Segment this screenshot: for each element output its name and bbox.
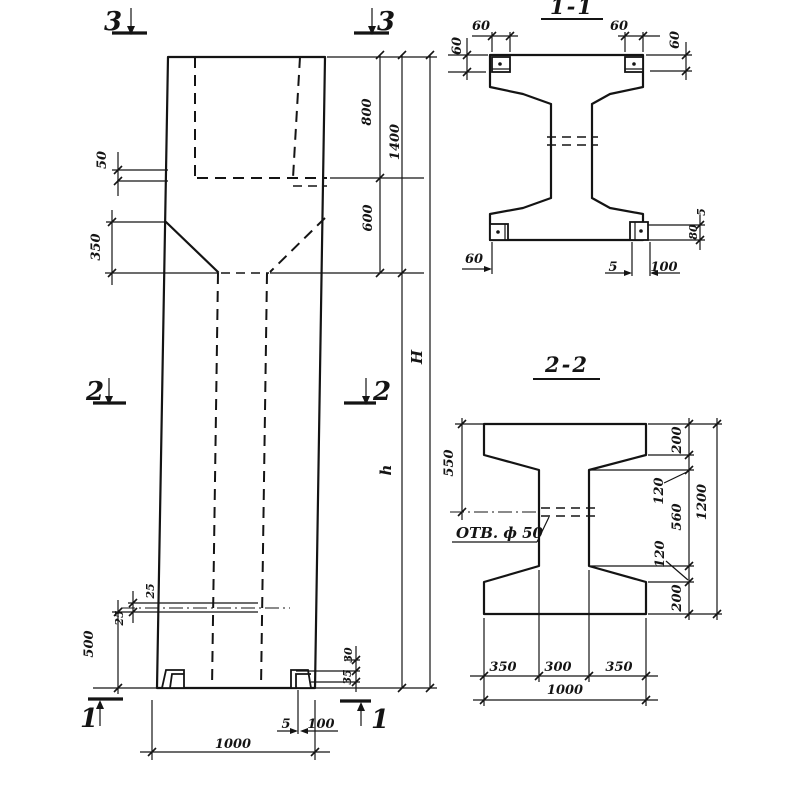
dim-120-bot: 120 (653, 540, 668, 568)
dim-taper-350: 350 (89, 233, 104, 261)
dim-tr-60h: 60 (668, 30, 683, 50)
dim-corner-30: 30 (342, 647, 355, 663)
elevation-view (80, 7, 437, 760)
channel-hidden-left (212, 273, 218, 688)
dim-strip-5: 5 (695, 208, 708, 216)
hole-label: ОТВ. ф 50 (456, 524, 543, 542)
dim-plate-100: 100 (307, 717, 335, 732)
elevation-dim-labels (82, 98, 426, 752)
hole-hidden-lines (541, 508, 600, 516)
dim-lower-h: h (377, 464, 395, 476)
s22-dim-labels (442, 426, 710, 698)
dim-strip-80: 80 (687, 224, 700, 240)
section-1-1-view (448, 0, 708, 276)
marker-1-left: 1 (80, 704, 99, 734)
ibeam-plates (490, 57, 648, 240)
recess-hidden-right (293, 57, 300, 178)
dim-1000-22: 1000 (546, 683, 584, 698)
dim-recess-800: 800 (360, 98, 375, 126)
ibeam-web-hidden (547, 137, 598, 145)
bottom-plate-left (162, 670, 184, 688)
dim-bp-5: 5 (608, 260, 618, 275)
dim-200-top: 200 (670, 426, 685, 454)
taper-left (166, 222, 218, 272)
dim-350-l: 350 (489, 660, 517, 675)
dim-tl-60w: 60 (471, 19, 491, 34)
section-markers (80, 7, 395, 735)
dim-tr-60w: 60 (609, 19, 629, 34)
dim-1200: 1200 (695, 483, 710, 521)
marker-3-right: 3 (377, 7, 396, 37)
dim-560: 560 (670, 503, 685, 531)
dim-total-H: H (408, 349, 426, 365)
dim-tl-60h: 60 (450, 36, 465, 56)
dim-corner-35: 35 (341, 669, 354, 685)
dim-plate-25a: 25 (144, 583, 157, 599)
dim-taperzone-600: 600 (361, 204, 376, 232)
s11-dim-labels (450, 19, 708, 275)
dim-200-bot: 200 (670, 584, 685, 612)
marker-2-left: 2 (86, 377, 105, 407)
marker-1-right: 1 (371, 705, 390, 735)
dim-550: 550 (442, 449, 457, 477)
section-2-2-title: 2-2 (545, 352, 589, 377)
dim-350-r: 350 (605, 660, 633, 675)
marker-3-left: 3 (104, 7, 123, 37)
dim-width-1000: 1000 (214, 737, 252, 752)
marker-2-right: 2 (373, 377, 392, 407)
dim-plate-25b: 25 (113, 610, 126, 626)
channel-hidden-right (261, 273, 267, 688)
dim-bl-60: 60 (464, 252, 484, 267)
bottom-plate-right (291, 670, 311, 688)
dim-120-top: 120 (652, 477, 667, 505)
ibeam-2-2-outline (484, 424, 646, 614)
dim-ledge-50: 50 (95, 150, 110, 170)
dimline-350 (106, 210, 166, 285)
dim-level-500: 500 (82, 630, 97, 658)
ibeam-1-1-outline (490, 55, 643, 240)
dim-plate-5: 5 (281, 717, 291, 732)
dim-550 (455, 418, 484, 520)
section-1-1-title: 1-1 (550, 0, 594, 19)
section-2-2-view (442, 352, 722, 706)
dim-upper-1400: 1400 (388, 123, 403, 161)
arrow-plate5 (290, 728, 298, 734)
dim-bp-100: 100 (650, 260, 678, 275)
s22-leader-120bot (666, 561, 688, 580)
column-outline (157, 57, 325, 688)
dim-300: 300 (544, 660, 572, 675)
taper-right-hidden (270, 218, 325, 272)
